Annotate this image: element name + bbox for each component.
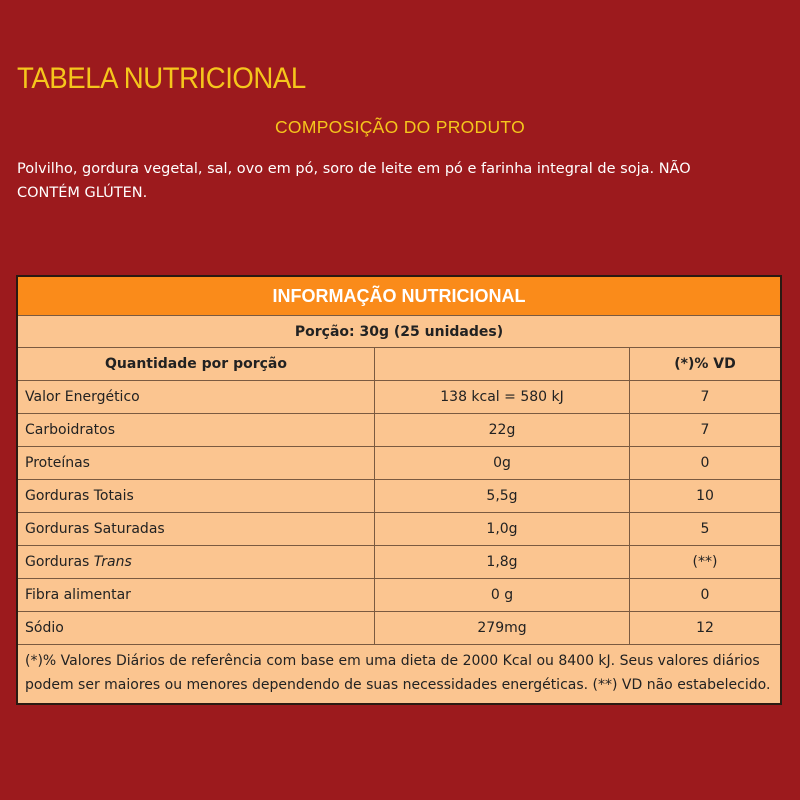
nutrient-vd: 7	[630, 381, 782, 414]
nutrient-name: Gorduras Saturadas	[17, 513, 375, 546]
nutrient-name: Proteínas	[17, 447, 375, 480]
table-row	[17, 381, 781, 414]
nutrient-vd: (**)	[630, 546, 782, 579]
column-header-quantity: Quantidade por porção	[17, 348, 375, 381]
table-row	[17, 447, 781, 480]
portion-row	[17, 316, 781, 348]
nutrient-vd: 7	[630, 414, 782, 447]
nutrient-vd: 5	[630, 513, 782, 546]
nutrient-name: Gorduras Totais	[17, 480, 375, 513]
table-row	[17, 612, 781, 645]
nutrient-name: Carboidratos	[17, 414, 375, 447]
composition-text: Polvilho, gordura vegetal, sal, ovo em pó, soro de leite em pó e farinha integral de soja. NÃO CONTÉM GLÚTEN.	[17, 161, 691, 201]
nutrient-vd: 12	[630, 612, 782, 645]
table-row	[17, 414, 781, 447]
portion-label: Porção: 30g (25 unidades)	[17, 316, 781, 348]
nutrition-table-container	[16, 275, 782, 705]
nutrient-name	[17, 546, 375, 579]
footnote-text: (*)% Valores Diários de referência com base em uma dieta de 2000 Kcal ou 8400 kJ. Seus valores diários podem ser maiores ou menores dependendo de suas necessidades energéticas. (**) VD não estabelecido.	[17, 645, 781, 705]
table-row	[17, 513, 781, 546]
composition-heading: COMPOSIÇÃO DO PRODUTO	[274, 117, 526, 137]
nutrient-name: Sódio	[17, 612, 375, 645]
nutrient-amount: 0 g	[375, 579, 630, 612]
nutrition-table	[16, 275, 782, 705]
nutrient-amount: 279mg	[375, 612, 630, 645]
table-row	[17, 579, 781, 612]
nutrient-amount: 1,0g	[375, 513, 630, 546]
nutrient-vd: 0	[630, 579, 782, 612]
footnote-row	[17, 645, 781, 705]
column-header-vd: (*)% VD	[630, 348, 782, 381]
nutrient-vd: 10	[630, 480, 782, 513]
nutrient-name: Valor Energético	[17, 381, 375, 414]
table-row	[17, 546, 781, 579]
nutrient-amount: 1,8g	[375, 546, 630, 579]
table-row	[17, 480, 781, 513]
table-title-row	[17, 276, 781, 316]
column-header-amount	[375, 348, 630, 381]
column-header-row	[17, 348, 781, 381]
nutrient-name-italic: Trans	[93, 554, 132, 570]
nutrient-amount: 5,5g	[375, 480, 630, 513]
nutrient-name: Fibra alimentar	[17, 579, 375, 612]
nutrient-amount: 22g	[375, 414, 630, 447]
nutrient-amount: 138 kcal = 580 kJ	[375, 381, 630, 414]
nutrient-name-prefix: Gorduras	[25, 554, 94, 570]
table-title: INFORMAÇÃO NUTRICIONAL	[17, 276, 781, 316]
nutrient-vd: 0	[630, 447, 782, 480]
nutrient-amount: 0g	[375, 447, 630, 480]
page-title: TABELA NUTRICIONAL	[17, 62, 306, 95]
